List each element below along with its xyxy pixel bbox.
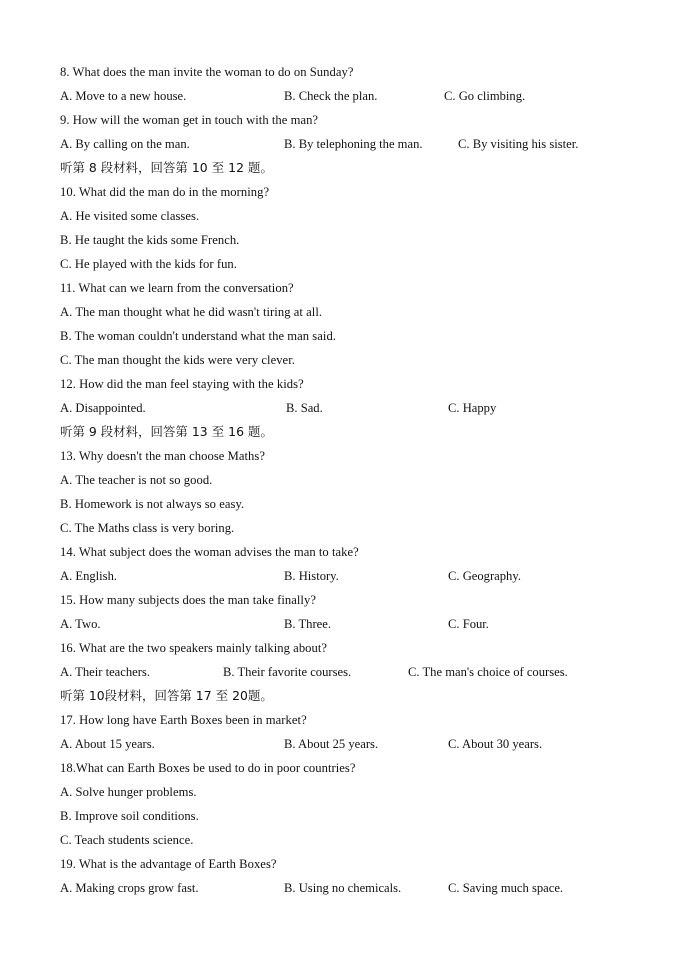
question-19-option-c: C. Saving much space.: [448, 881, 564, 895]
question-16-option-b: B. Their favorite courses.: [223, 665, 352, 679]
question-14-option-c: C. Geography.: [448, 569, 521, 583]
question-11-option-c: C. The man thought the kids were very clever.: [60, 353, 295, 367]
question-19-stem: 19. What is the advantage of Earth Boxes?: [60, 857, 277, 871]
question-16-option-a: A. Their teachers.: [60, 665, 150, 679]
question-9-option-b: B. By telephoning the man.: [284, 137, 423, 151]
question-12-option-a: A. Disappointed.: [60, 401, 146, 415]
question-18-option-b: B. Improve soil conditions.: [60, 809, 199, 823]
question-9-option-a: A. By calling on the man.: [60, 137, 190, 151]
question-18-option-a: A. Solve hunger problems.: [60, 785, 197, 799]
question-15-option-b: B. Three.: [284, 617, 331, 631]
question-8-option-a: A. Move to a new house.: [60, 89, 187, 103]
question-15-option-a: A. Two.: [60, 617, 101, 631]
question-10-option-a: A. He visited some classes.: [60, 209, 200, 223]
question-14-option-b: B. History.: [284, 569, 339, 583]
question-14-option-a: A. English.: [60, 569, 118, 583]
question-12-option-c: C. Happy: [448, 401, 497, 415]
question-14-stem: 14. What subject does the woman advises the man to take?: [60, 545, 359, 559]
question-13-option-c: C. The Maths class is very boring.: [60, 521, 235, 535]
question-10-option-b: B. He taught the kids some French.: [60, 233, 240, 247]
section-9-heading: 听第 9 段材料，回答第 13 至 16 题。: [60, 424, 273, 439]
question-8-stem: 8. What does the man invite the woman to do on Sunday?: [60, 65, 354, 79]
question-8-option-c: C. Go climbing.: [444, 89, 526, 103]
section-10-heading: 听第 10段材料，回答第 17 至 20题。: [60, 688, 273, 703]
question-10-stem: 10. What did the man do in the morning?: [60, 185, 270, 199]
question-9-option-c: C. By visiting his sister.: [458, 137, 579, 151]
question-16-stem: 16. What are the two speakers mainly talking about?: [60, 641, 328, 655]
question-16-option-c: C. The man's choice of courses.: [408, 665, 568, 679]
question-19-option-b: B. Using no chemicals.: [284, 881, 402, 895]
question-17-option-b: B. About 25 years.: [284, 737, 379, 751]
question-12-stem: 12. How did the man feel staying with the kids?: [60, 377, 304, 391]
question-15-option-c: C. Four.: [448, 617, 489, 631]
question-17-option-c: C. About 30 years.: [448, 737, 543, 751]
question-11-option-a: A. The man thought what he did wasn't tiring at all.: [60, 305, 323, 319]
question-13-option-b: B. Homework is not always so easy.: [60, 497, 245, 511]
question-9-stem: 9. How will the woman get in touch with the man?: [60, 113, 319, 127]
question-17-option-a: A. About 15 years.: [60, 737, 155, 751]
question-10-option-c: C. He played with the kids for fun.: [60, 257, 237, 271]
question-13-option-a: A. The teacher is not so good.: [60, 473, 213, 487]
question-12-option-b: B. Sad.: [286, 401, 323, 415]
question-19-option-a: A. Making crops grow fast.: [60, 881, 199, 895]
question-13-stem: 13. Why doesn't the man choose Maths?: [60, 449, 265, 463]
question-17-stem: 17. How long have Earth Boxes been in market?: [60, 713, 307, 727]
section-8-heading: 听第 8 段材料，回答第 10 至 12 题。: [60, 160, 273, 175]
question-8-option-b: B. Check the plan.: [284, 89, 378, 103]
question-18-option-c: C. Teach students science.: [60, 833, 194, 847]
question-11-option-b: B. The woman couldn't understand what the man said.: [60, 329, 336, 343]
question-11-stem: 11. What can we learn from the conversation?: [60, 281, 294, 295]
question-15-stem: 15. How many subjects does the man take finally?: [60, 593, 316, 607]
question-18-stem: 18.What can Earth Boxes be used to do in poor countries?: [60, 761, 356, 775]
